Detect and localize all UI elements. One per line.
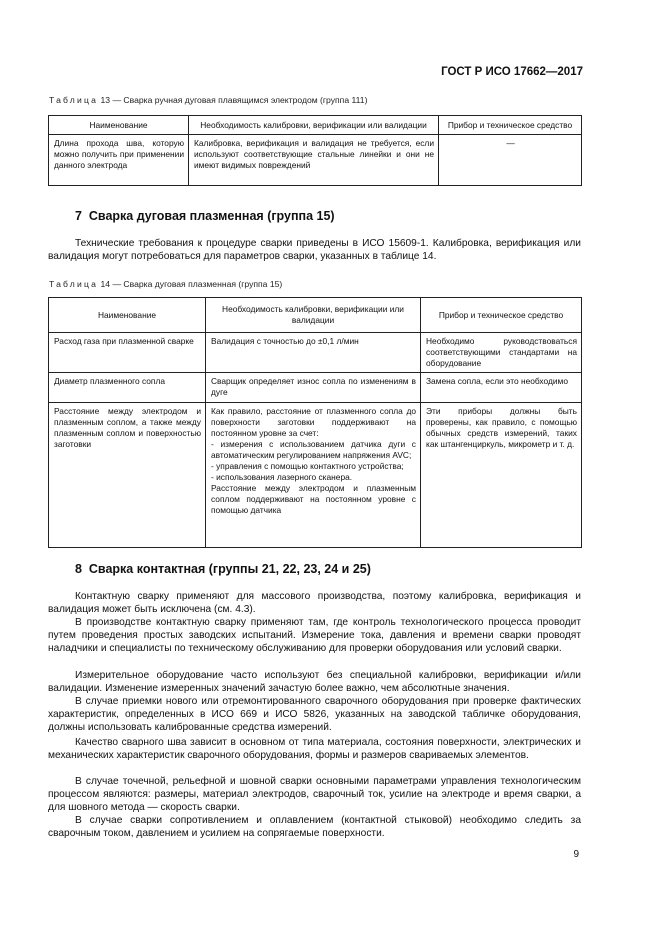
table-cell: Замена сопла, если это необходимо: [421, 373, 582, 403]
table-cell-multiline: [206, 403, 421, 548]
section-8-paragraph: Качество сварного шва зависит в основном от типа материала, состояния поверхности, электрических и механических характеристик сварочного оборудования, формы и размеров свариваемых элементов.: [48, 737, 581, 761]
table-cell: Валидация с точностью до ±0,1 л/мин: [206, 333, 421, 373]
section-7-title: Сварка дуговая плазменная (группа 15): [88, 209, 335, 223]
table-cell: Калибровка, верификация и валидация не требуется, если используют соответствующие стальные линейки и они не имеют видимых повреждений: [189, 135, 439, 186]
table-cell: Эти приборы должны быть проверены, как правило, с помощью обычных средств измерений, таких как штангенциркуль, микрометр и т. д.: [421, 403, 582, 548]
table-13-caption-word: Таблица: [49, 95, 99, 105]
section-8-heading: [75, 562, 371, 576]
section-7-number: 7: [75, 209, 82, 223]
table-14: [48, 297, 582, 548]
table-14-caption-word: Таблица: [49, 279, 99, 289]
table-14-header-need: Необходимость калибровки, верификации или валидации: [206, 298, 421, 333]
section-8-paragraph: В случае приемки нового или отремонтированного сварочного оборудования при проверке фактических характеристик, определенных в ИСО 669 и ИСО 5826, указанных на заводской табличке оборудования, должны использовать калиброванные средства измерений.: [48, 696, 581, 733]
table-row: [49, 333, 582, 373]
section-8-paragraph: В случае точечной, рельефной и шовной сварки основными параметрами управления технологическим процессом являются: размеры, материал электродов, сварочный ток, усилие на электроде и время сварки, а для шовного метода — скорость сварки.: [48, 776, 581, 813]
section-8-paragraph: В производстве контактную сварку применяют там, где контроль технологического процесса проводит путем проведения простых заводских испытаний. Измерение тока, давления и времени сварки проводят наладчики и специалисты по техническому обслуживанию для проверки оборудования или условий сварки.: [48, 617, 581, 654]
section-7-heading: [75, 209, 335, 223]
section-8-title: Сварка контактная (группы 21, 22, 23, 24 и 25): [88, 562, 371, 576]
table-13-header-need: Необходимость калибровки, верификации или валидации: [189, 116, 439, 135]
table-14-header-tool: Прибор и техническое средство: [421, 298, 582, 333]
table-cell: Сварщик определяет износ сопла по изменениям в дуге: [206, 373, 421, 403]
standard-designation: ГОСТ Р ИСО 17662—2017: [441, 66, 583, 78]
section-7-paragraph: Технические требования к процедуре сварки приведены в ИСО 15609-1. Калибровка, верификация или валидация могут потребоваться для параметров сварки, указанных в таблице 14.: [48, 238, 581, 262]
cell-intro: Как правило, расстояние от плазменного сопла до поверхности заготовки поддерживают на постоянном уровне за счет:: [211, 406, 416, 438]
cell-list-item: - управления с помощью контактного устройства;: [211, 461, 404, 471]
section-8-paragraph: В случае сварки сопротивлением и оплавлением (контактной стыковой) необходимо следить за сварочным током, давлением и усилием на сопрягаемые поверхности.: [48, 815, 581, 839]
table-row: [49, 373, 582, 403]
section-8-number: 8: [75, 562, 82, 576]
page-number: 9: [573, 849, 579, 860]
table-13-header-tool: Прибор и техническое средство: [439, 116, 582, 135]
section-8-paragraph: Контактную сварку применяют для массового производства, поэтому калибровка, верификация и валидация может быть исключена (см. 4.3).: [48, 591, 581, 615]
table-14-header-name: Наименование: [49, 298, 206, 333]
table-14-header-row: [49, 298, 582, 333]
table-13-caption-text: 13 — Сварка ручная дуговая плавящимся электродом (группа 111): [100, 95, 368, 105]
cell-tail: Расстояние между электродом и плазменным соплом поддерживают на постоянном уровне с помощью датчика: [211, 483, 416, 515]
table-13-header-row: [49, 116, 582, 135]
table-cell: Расход газа при плазменной сварке: [49, 333, 206, 373]
table-cell: Необходимо руководствоваться соответствующими стандартами на оборудование: [421, 333, 582, 373]
cell-list-item: - использования лазерного сканера.: [211, 472, 353, 482]
table-row: [49, 403, 582, 548]
table-row: [49, 135, 582, 186]
table-cell: Расстояние между электродом и плазменным соплом, а также между плазменным соплом и поверхностью заготовки: [49, 403, 206, 548]
cell-list-item: - измерения с использованием датчика дуги с автоматическим регулированием напряжения AVC;: [211, 439, 416, 460]
table-cell: —: [439, 135, 582, 186]
section-8-paragraph: Измерительное оборудование часто используют без специальной калибровки, верификации и/или валидации. Изменение измеренных значений зачастую более важно, чем абсолютные значения.: [48, 670, 581, 694]
table-cell: Длина прохода шва, которую можно получить при применении данного электрода: [49, 135, 189, 186]
table-13: [48, 115, 582, 186]
table-14-caption: [49, 279, 282, 289]
table-13-caption: [49, 95, 367, 105]
table-14-caption-text: 14 — Сварка дуговая плазменная (группа 15): [100, 279, 283, 289]
table-cell: Диаметр плазменного сопла: [49, 373, 206, 403]
table-13-header-name: Наименование: [49, 116, 189, 135]
